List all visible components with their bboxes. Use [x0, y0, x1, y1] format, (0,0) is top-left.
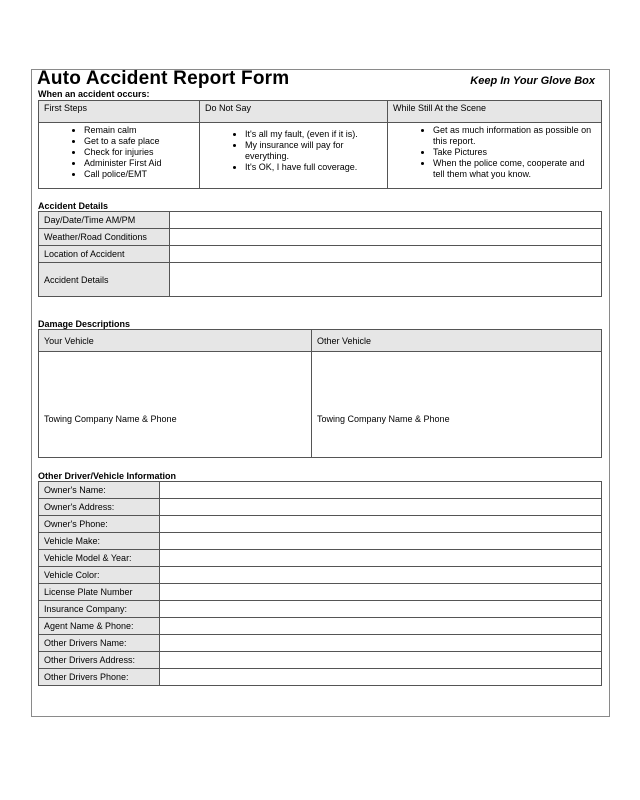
driver-row-label: Vehicle Make:	[39, 533, 160, 550]
other-vehicle-header: Other Vehicle	[312, 330, 602, 352]
accident-row-label: Weather/Road Conditions	[39, 229, 170, 246]
driver-row-input[interactable]	[160, 499, 602, 516]
list-item: • Get to a safe place	[84, 136, 194, 147]
driver-row-label: Agent Name & Phone:	[39, 618, 160, 635]
form-title: Auto Accident Report Form	[37, 68, 290, 89]
other-vehicle-area[interactable]	[312, 352, 602, 458]
driver-row-label: Other Drivers Name:	[39, 635, 160, 652]
your-towing-label: Towing Company Name & Phone	[44, 414, 177, 424]
other-driver-heading: Other Driver/Vehicle Information	[38, 471, 177, 481]
list-item: • My insurance will pay for everything.	[245, 140, 382, 162]
accident-row-input[interactable]	[170, 229, 602, 246]
driver-row-input[interactable]	[160, 652, 602, 669]
driver-row-label: Owner's Name:	[39, 482, 160, 499]
do-not-say-cell	[200, 123, 388, 189]
tips-header-first-steps: First Steps	[39, 101, 200, 123]
tips-header-at-scene: While Still At the Scene	[388, 101, 602, 123]
driver-row-label: Other Drivers Phone:	[39, 669, 160, 686]
driver-row-input[interactable]	[160, 635, 602, 652]
intro-label: When an accident occurs:	[38, 89, 150, 99]
list-item: • When the police come, cooperate and tell them what you know.	[433, 158, 596, 180]
at-scene-cell	[388, 123, 602, 189]
accident-row-label: Day/Date/Time AM/PM	[39, 212, 170, 229]
driver-row-input[interactable]	[160, 669, 602, 686]
driver-row-input[interactable]	[160, 516, 602, 533]
accident-row-input[interactable]	[170, 246, 602, 263]
driver-row-label: Other Drivers Address:	[39, 652, 160, 669]
damage-heading: Damage Descriptions	[38, 319, 131, 329]
driver-row-label: Owner's Phone:	[39, 516, 160, 533]
driver-row-input[interactable]	[160, 567, 602, 584]
accident-details-table	[38, 211, 602, 297]
your-vehicle-header: Your Vehicle	[39, 330, 312, 352]
accident-row-input[interactable]	[170, 212, 602, 229]
first-steps-cell	[39, 123, 200, 189]
list-item: • Administer First Aid	[84, 158, 194, 169]
driver-row-input[interactable]	[160, 550, 602, 567]
list-item: • It's OK, I have full coverage.	[245, 162, 382, 173]
other-towing-label: Towing Company Name & Phone	[317, 414, 450, 424]
damage-table	[38, 329, 602, 458]
list-item: • Remain calm	[84, 125, 194, 136]
driver-row-label: Vehicle Model & Year:	[39, 550, 160, 567]
accident-details-heading: Accident Details	[38, 201, 109, 211]
driver-row-label: Insurance Company:	[39, 601, 160, 618]
list-item: • Get as much information as possible on this report.	[433, 125, 596, 147]
driver-row-label: License Plate Number	[39, 584, 160, 601]
list-item: • Call police/EMT	[84, 169, 194, 180]
driver-row-input[interactable]	[160, 618, 602, 635]
accident-row-label: Location of Accident	[39, 246, 170, 263]
tips-table	[38, 100, 602, 189]
driver-row-input[interactable]	[160, 533, 602, 550]
accident-row-label: Accident Details	[39, 263, 170, 297]
at-scene-list	[393, 125, 596, 180]
list-item: • Take Pictures	[433, 147, 596, 158]
driver-row-label: Vehicle Color:	[39, 567, 160, 584]
driver-row-input[interactable]	[160, 482, 602, 499]
other-driver-table	[38, 481, 602, 686]
list-item: • It's all my fault, (even if it is).	[245, 129, 382, 140]
first-steps-list	[44, 125, 194, 180]
form-subtitle: Keep In Your Glove Box	[470, 75, 595, 87]
driver-row-label: Owner's Address:	[39, 499, 160, 516]
your-vehicle-area[interactable]	[39, 352, 312, 458]
accident-row-input[interactable]	[170, 263, 602, 297]
driver-row-input[interactable]	[160, 584, 602, 601]
do-not-say-list	[205, 129, 382, 173]
list-item: • Check for injuries	[84, 147, 194, 158]
driver-row-input[interactable]	[160, 601, 602, 618]
tips-header-do-not-say: Do Not Say	[200, 101, 388, 123]
